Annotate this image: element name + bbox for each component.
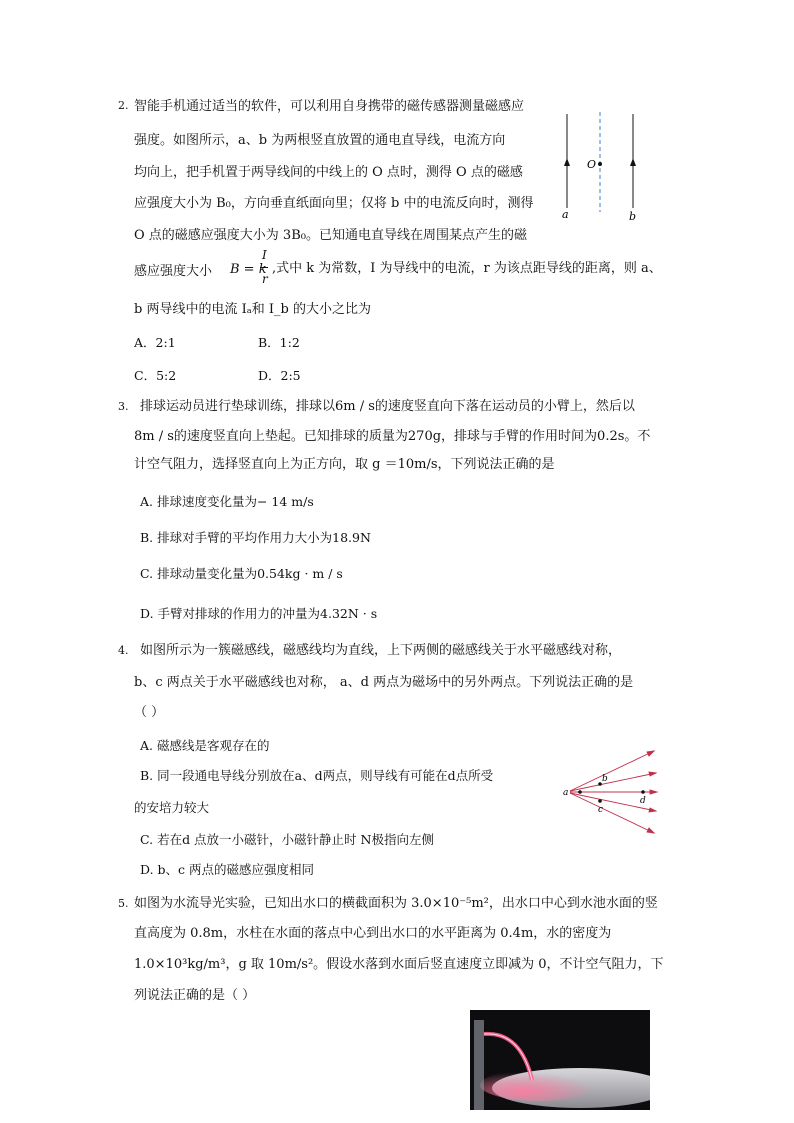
field-line-1-arrow [647,751,654,756]
point-d [641,790,645,794]
q4-option-b: B. 同一段通电导线分别放在a、d两点，则导线有可能在d点所受 [140,768,494,783]
q2-option-d: D．2:5 [258,368,301,383]
formula-numerator: I [262,248,267,262]
q3-option-a: A. 排球速度变化量为− 14 m/s [140,494,314,509]
q2-option-c: C．5:2 [134,368,177,383]
q2-line-7: b 两导线中的电流 Iₐ和 I_b 的大小之比为 [134,302,371,317]
q2-option-a: A．2:1 [134,335,176,350]
q4-field-lines-figure [560,745,662,845]
q5-line-4: 列说法正确的是（ ） [134,988,256,1003]
q2-line-3: 均向上，把手机置于两导线间的中线上的 O 点时，测得 O 点的磁感 [134,165,523,180]
formula-lhs: B = k [230,262,267,277]
field-line-5-arrow [647,828,654,833]
water-light-guide-photo [470,1010,650,1110]
q2-wire-figure [556,110,646,230]
q4-option-b-cont: 的安培力较大 [134,800,210,815]
label-b: b [602,774,608,784]
q4-line-1: 如图所示为一簇磁感线，磁感线均为直线，上下两侧的磁感线关于水平磁感线对称， [140,643,622,658]
q2-line-6-prefix: 感应强度大小 [134,264,213,279]
formula-denominator: r [262,272,268,286]
q5-number: 5. [118,897,129,910]
label-o: O [587,158,597,171]
q4-number: 4. [118,644,129,657]
q4-option-c: C. 若在d 点放一小磁针，小磁针静止时 N极指向左侧 [140,832,434,847]
q4-line-2: b、c 两点关于水平磁感线也对称， a、d 两点为磁场中的另外两点。下列说法正确的是 [134,675,634,690]
q3-option-b: B. 排球对手臂的平均作用力大小为18.9N [140,530,371,545]
q3-line-1: 排球运动员进行垫球训练，排球以6m / s的速度竖直向下落在运动员的小臂上，然后以 [140,399,635,414]
wire-a-arrow [564,158,570,166]
q2-line-5: O 点的磁感应强度大小为 3B₀。已知通电直导线在周围某点产生的磁 [134,228,527,243]
q2-line-1: 智能手机通过适当的软件，可以利用自身携带的磁传感器测量磁感应 [134,99,525,114]
wire-b-arrow [630,158,636,166]
q5-line-2: 直高度为 0.8m，水柱在水面的落点中心到出水口的水平距离为 0.4m，水的密度为 [134,926,612,941]
q2-formula [230,250,270,290]
point-c [598,799,602,803]
q2-option-b: B．1:2 [258,335,300,350]
point-o [598,162,602,166]
field-line-2-arrow [649,772,656,776]
formula-fraction-bar [260,267,268,268]
label-c: c [598,805,604,815]
q2-line-6: ,式中 k 为常数，I 为导线中的电流，r 为该点距导线的距离，则 a、 [272,261,662,276]
q3-option-d: D. 手臂对排球的作用力的冲量为4.32N · s [140,606,378,621]
q2-number: 2. [118,99,129,112]
point-a [578,790,582,794]
q3-number: 3. [118,400,129,413]
q3-line-3: 计空气阻力，选择竖直向上为正方向，取 g ＝10m/s，下列说法正确的是 [134,457,555,472]
q4-line-3: （ ） [134,705,165,720]
q3-option-c: C. 排球动量变化量为0.54kg · m / s [140,566,343,581]
field-line-2 [570,773,656,791]
q4-option-d: D. b、c 两点的磁感应强度相同 [140,862,314,877]
water-container [474,1020,484,1110]
label-a: a [562,208,569,221]
dish-glow [480,1069,600,1101]
label-d: d [640,796,646,806]
q4-option-a: A. 磁感线是客观存在的 [140,738,270,753]
label-b: b [629,210,637,223]
q3-line-2: 8m / s的速度竖直向上垫起。已知排球的质量为270g，排球与手臂的作用时间为0.2s。不 [134,429,651,444]
q5-line-3: 1.0×10³kg/m³，g 取 10m/s²。假设水落到水面后竖直速度立即减为 0，不计空气阻力，下 [134,957,664,972]
q2-line-4: 应强度大小为 B₀，方向垂直纸面向里；仅将 b 中的电流反向时，测得 [134,196,534,211]
field-line-1 [570,751,654,791]
field-line-4-arrow [649,808,656,812]
field-line-3-arrow [650,790,657,794]
label-a: a [563,788,569,798]
q5-line-1: 如图为水流导光实验，已知出水口的横截面积为 3.0×10⁻⁵m²，出水口中心到水池水面的竖 [134,896,658,911]
q2-line-2: 强度。如图所示，a、b 为两根竖直放置的通电直导线，电流方向 [134,133,506,148]
